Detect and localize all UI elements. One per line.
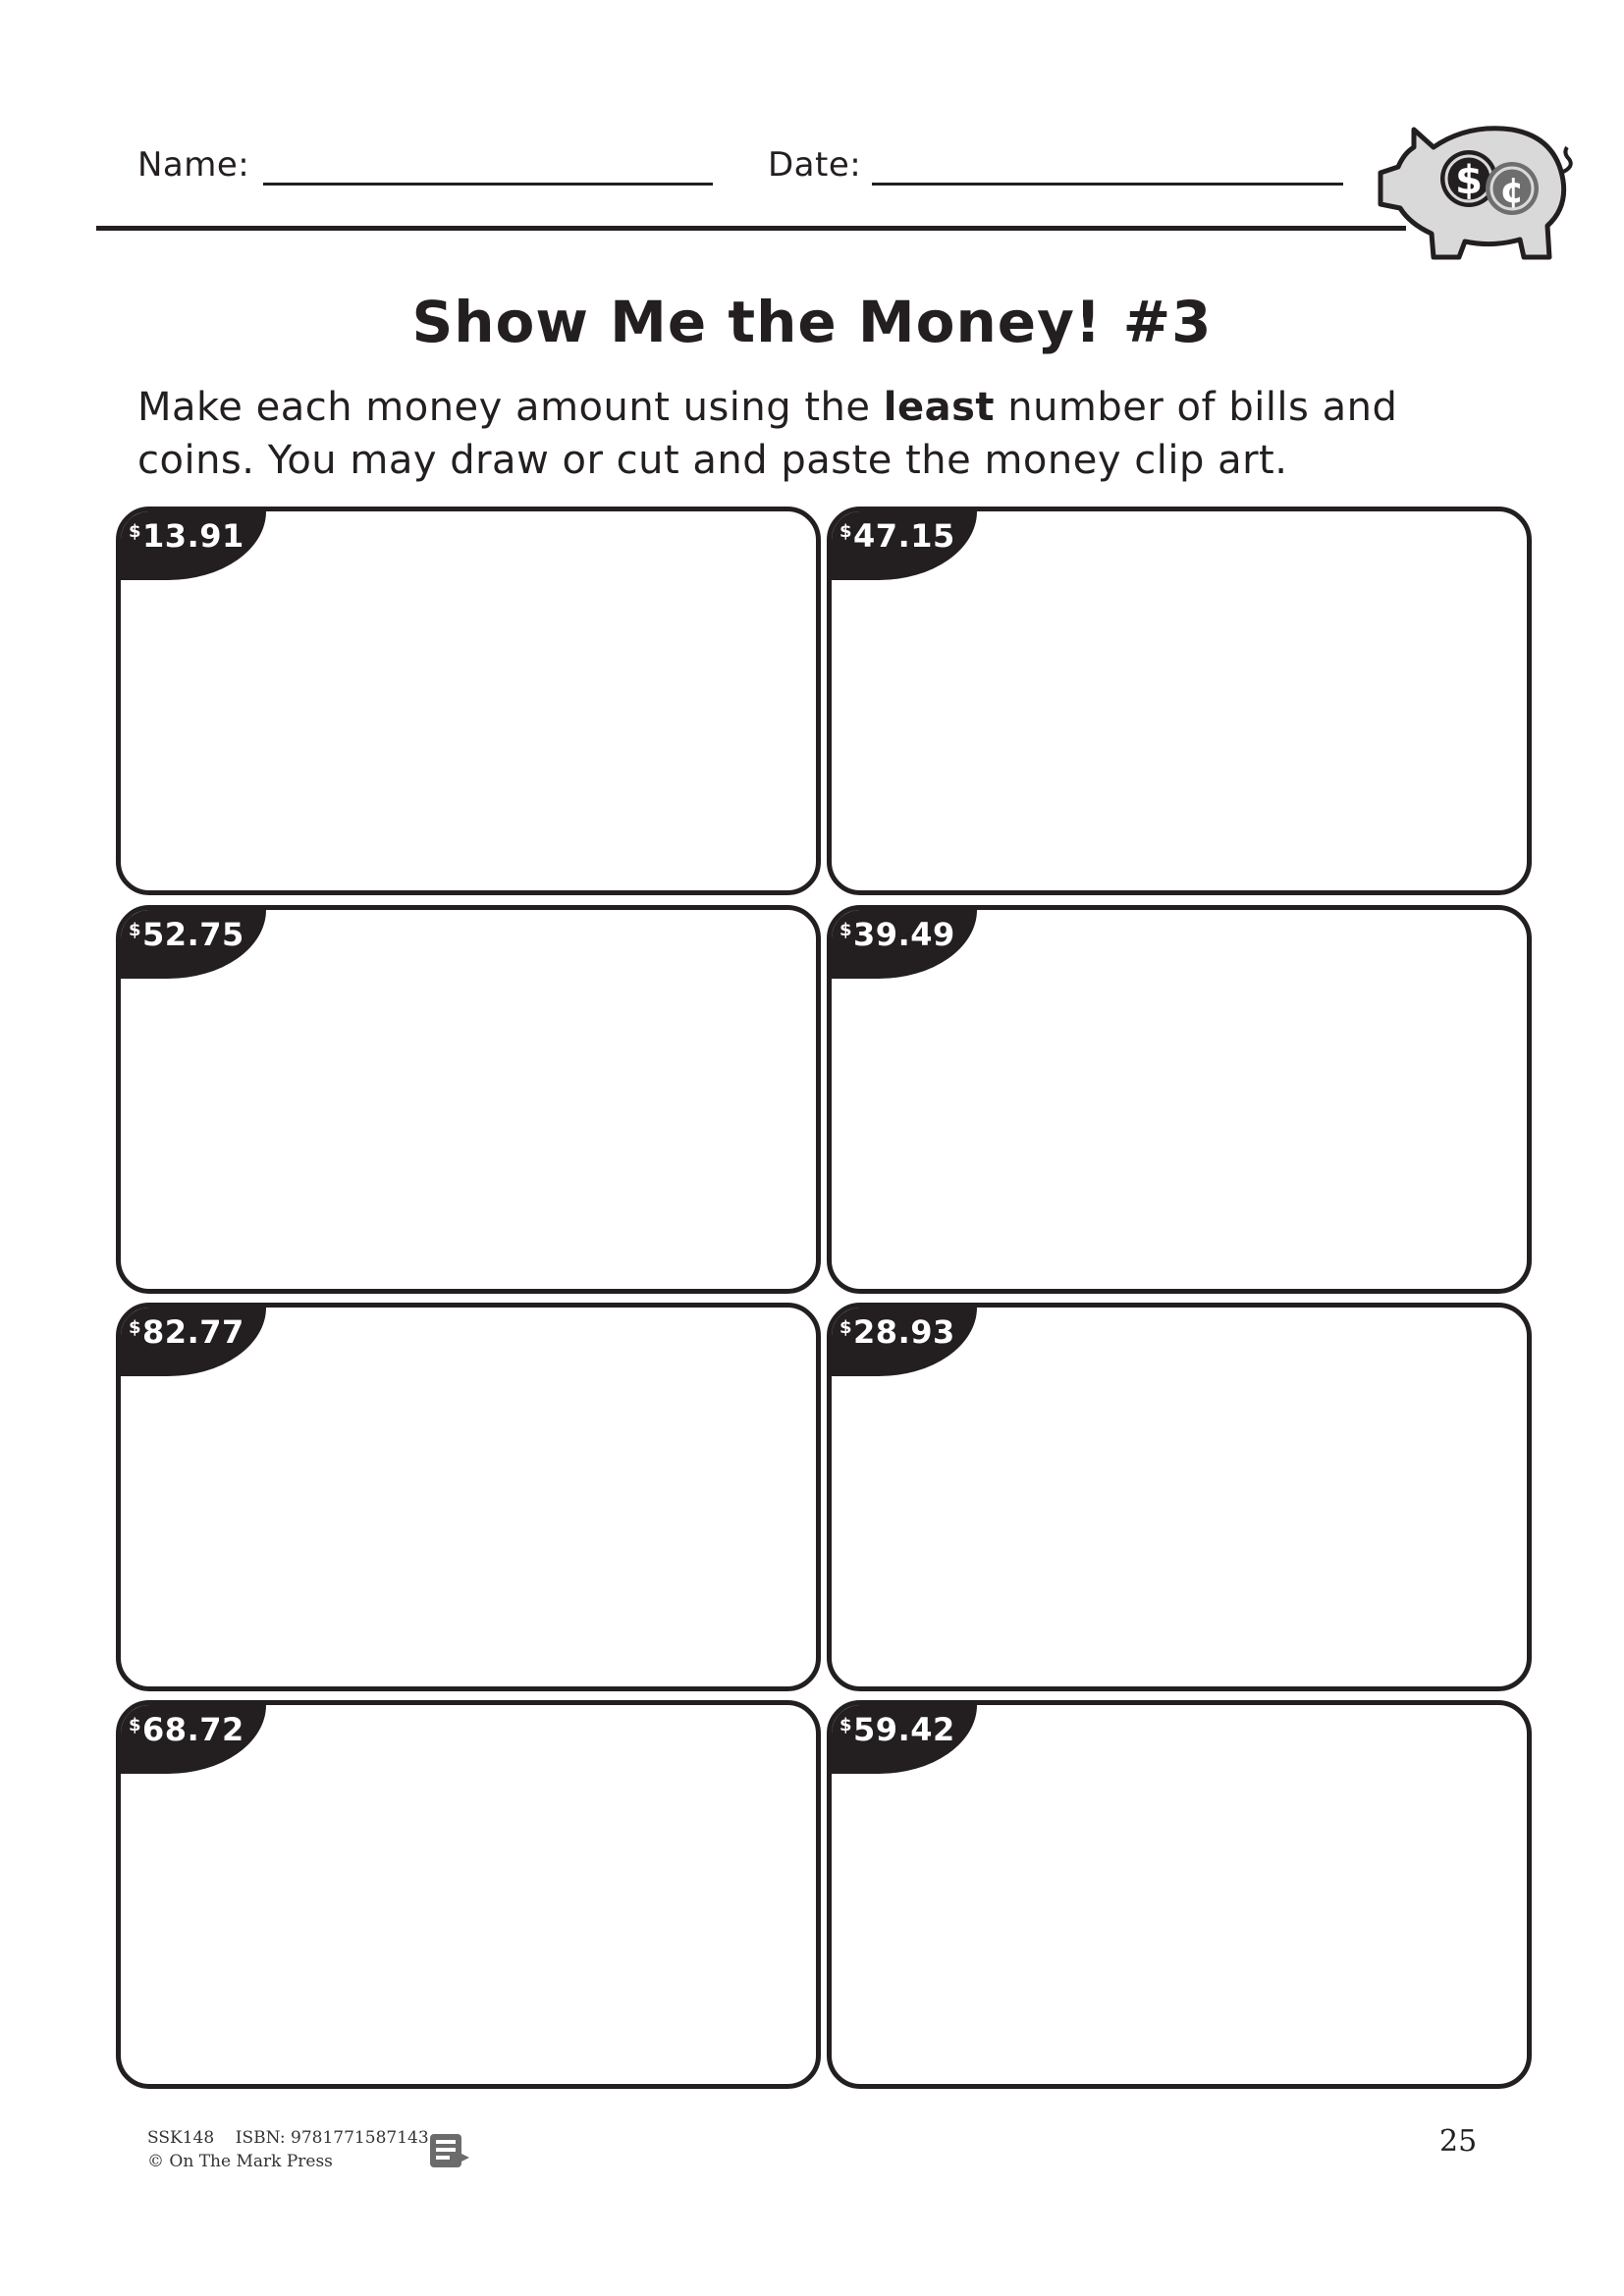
amount-tab — [121, 1308, 266, 1376]
name-field[interactable] — [263, 183, 713, 186]
money-box[interactable] — [116, 1303, 821, 1691]
product-code: SSK148 — [147, 2128, 215, 2148]
amount-label: $52.75 — [129, 916, 244, 953]
amount-label: $82.77 — [129, 1313, 244, 1351]
logo-cent: ¢ — [1499, 171, 1525, 211]
amount-label: $28.93 — [839, 1313, 955, 1351]
amount-tab — [121, 910, 266, 979]
amount-tab — [121, 1705, 266, 1774]
publisher-logo-icon — [428, 2130, 471, 2169]
logo-dollar: $ — [1455, 158, 1483, 203]
money-box[interactable] — [827, 905, 1532, 1294]
money-box[interactable] — [827, 1700, 1532, 2089]
instructions-text-2: number of bills and coins. You may draw or cut and paste the money clip art. — [137, 385, 1398, 483]
amount-label: $13.91 — [129, 517, 244, 555]
amount-label: $47.15 — [839, 517, 955, 555]
amount-label: $68.72 — [129, 1711, 244, 1748]
amount-tab — [121, 511, 266, 580]
header-rule — [96, 226, 1406, 231]
money-box[interactable] — [827, 507, 1532, 895]
money-box[interactable] — [116, 507, 821, 895]
money-box[interactable] — [116, 905, 821, 1294]
date-label: Date: — [768, 145, 862, 185]
footer-codes — [147, 2128, 429, 2148]
amount-tab — [832, 1705, 977, 1774]
date-field[interactable] — [872, 183, 1343, 186]
amount-tab — [832, 1308, 977, 1376]
amount-tab — [832, 910, 977, 979]
page-title: Show Me the Money! #3 — [411, 289, 1213, 355]
amount-label: $39.49 — [839, 916, 955, 953]
amount-label: $59.42 — [839, 1711, 955, 1748]
instructions — [137, 381, 1492, 487]
amount-tab — [832, 511, 977, 580]
page-number: 25 — [1439, 2124, 1478, 2159]
isbn: ISBN: 9781771587143 — [235, 2128, 429, 2148]
name-label: Name: — [137, 145, 250, 185]
instructions-bold: least — [883, 385, 995, 430]
instructions-text-1: Make each money amount using the — [137, 385, 884, 430]
money-box[interactable] — [116, 1700, 821, 2089]
piggy-bank-icon — [1375, 110, 1575, 271]
copyright: © On The Mark Press — [147, 2152, 333, 2171]
money-box[interactable] — [827, 1303, 1532, 1691]
